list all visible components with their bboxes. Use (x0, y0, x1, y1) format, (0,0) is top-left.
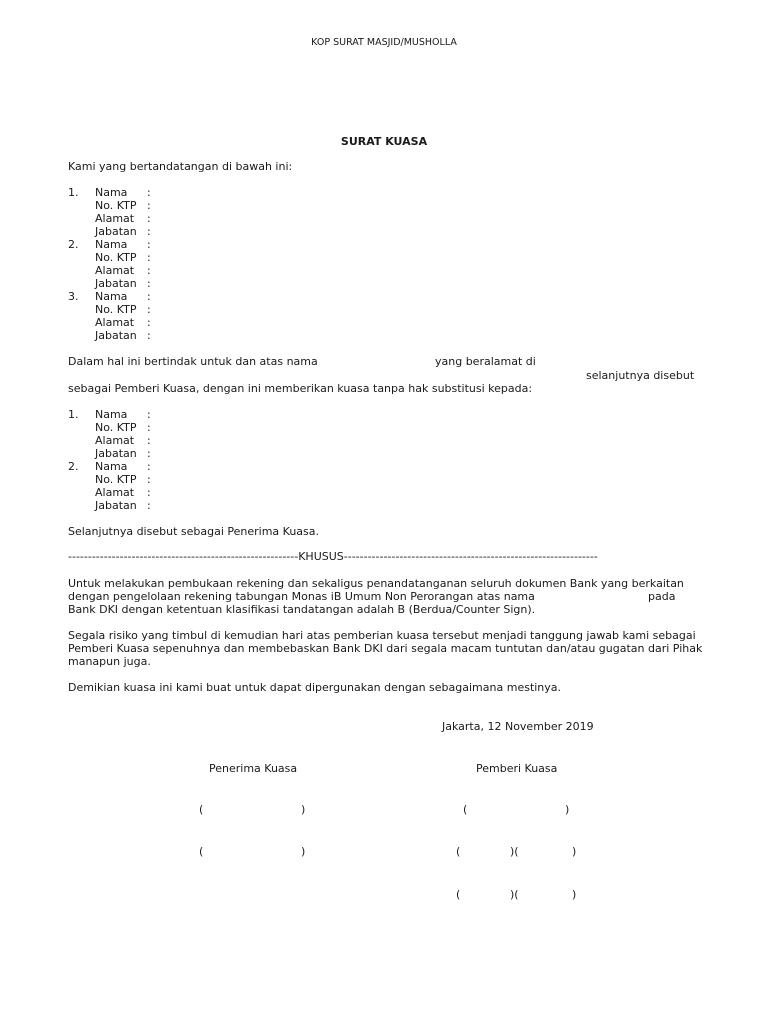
field-colon: : (147, 329, 151, 342)
signature-bracket-open: ( (456, 845, 461, 858)
para1-line2a: dengan pengelolaan rekening tabungan Monas iB Umum Non Perorangan atas nama (68, 590, 535, 603)
giver-signature-label: Pemberi Kuasa (476, 762, 558, 775)
letterhead-text: KOP SURAT MASJID/MUSHOLLA (311, 37, 457, 48)
grantor-number: 1. (68, 186, 79, 199)
field-label: Nama (95, 186, 128, 199)
intro-text: Kami yang bertandatangan di bawah ini: (68, 160, 293, 173)
acting-text-part1: Dalam hal ini bertindak untuk dan atas nama (68, 355, 318, 368)
field-label: Jabatan (95, 447, 137, 460)
para1-line3: Bank DKI dengan ketentuan klasifikasi tandatangan adalah B (Berdua/Counter Sign). (68, 603, 536, 616)
signature-bracket-close: ) (565, 803, 570, 816)
acting-text-line2: sebagai Pemberi Kuasa, dengan ini memberikan kuasa tanpa hak substitusi kepada: (68, 382, 533, 395)
para2-line3: manapun juga. (68, 655, 151, 668)
para1-line1: Untuk melakukan pembukaan rekening dan sekaligus penandatanganan seluruh dokumen Bank yang berkaitan (68, 577, 684, 590)
field-colon: : (147, 277, 151, 290)
field-label: Nama (95, 460, 128, 473)
para1-line2b: pada (648, 590, 676, 603)
signature-bracket-close: ) (572, 845, 577, 858)
field-label: Alamat (95, 264, 135, 277)
field-label: Alamat (95, 434, 135, 447)
signature-bracket-close: ) (301, 845, 306, 858)
field-colon: : (147, 186, 151, 199)
field-colon: : (147, 460, 151, 473)
field-label: Alamat (95, 316, 135, 329)
signature-bracket-mid: )( (510, 888, 519, 901)
field-label: No. KTP (95, 199, 137, 212)
signature-bracket-mid: )( (510, 845, 519, 858)
signature-bracket-open: ( (463, 803, 468, 816)
grantor-number: 3. (68, 290, 79, 303)
signature-bracket-open: ( (199, 803, 204, 816)
para2-line2: Pemberi Kuasa sepenuhnya dan membebaskan Bank DKI dari segala macam tuntutan dan/atau gugatan dari Pihak (68, 642, 703, 655)
signature-bracket-open: ( (456, 888, 461, 901)
grantor-number: 2. (68, 238, 79, 251)
field-colon: : (147, 408, 151, 421)
field-colon: : (147, 421, 151, 434)
field-colon: : (147, 251, 151, 264)
recipient-number: 1. (68, 408, 79, 421)
field-label: Nama (95, 408, 128, 421)
field-colon: : (147, 473, 151, 486)
field-label: Jabatan (95, 277, 137, 290)
place-date: Jakarta, 12 November 2019 (442, 720, 594, 733)
field-label: Jabatan (95, 329, 137, 342)
document-title: SURAT KUASA (340, 135, 428, 148)
recipient-note: Selanjutnya disebut sebagai Penerima Kuasa. (68, 525, 320, 538)
signature-bracket-close: ) (301, 803, 306, 816)
signature-bracket-close: ) (572, 888, 577, 901)
field-colon: : (147, 199, 151, 212)
acting-text-part2: yang beralamat di (435, 355, 536, 368)
field-colon: : (147, 499, 151, 512)
recipient-number: 2. (68, 460, 79, 473)
field-label: Nama (95, 238, 128, 251)
signature-bracket-open: ( (199, 845, 204, 858)
field-colon: : (147, 316, 151, 329)
field-colon: : (147, 238, 151, 251)
para2-line1: Segala risiko yang timbul di kemudian hari atas pemberian kuasa tersebut menjadi tanggung jawab kami sebagai (68, 629, 696, 642)
field-label: No. KTP (95, 303, 137, 316)
field-label: Alamat (95, 486, 135, 499)
field-label: Jabatan (95, 225, 137, 238)
field-colon: : (147, 264, 151, 277)
field-label: Alamat (95, 212, 135, 225)
field-colon: : (147, 212, 151, 225)
field-colon: : (147, 303, 151, 316)
field-label: Jabatan (95, 499, 137, 512)
field-colon: : (147, 486, 151, 499)
field-colon: : (147, 434, 151, 447)
field-label: No. KTP (95, 473, 137, 486)
field-label: No. KTP (95, 251, 137, 264)
field-label: No. KTP (95, 421, 137, 434)
field-colon: : (147, 447, 151, 460)
receiver-signature-label: Penerima Kuasa (209, 762, 298, 775)
acting-text-part3: selanjutnya disebut (586, 369, 695, 382)
field-colon: : (147, 225, 151, 238)
khusus-divider: ----------------------------------------------------------KHUSUS---------------------------------------------------------------- (68, 550, 598, 563)
field-colon: : (147, 290, 151, 303)
field-label: Nama (95, 290, 128, 303)
closing-paragraph: Demikian kuasa ini kami buat untuk dapat dipergunakan dengan sebagaimana mestinya. (68, 681, 562, 694)
